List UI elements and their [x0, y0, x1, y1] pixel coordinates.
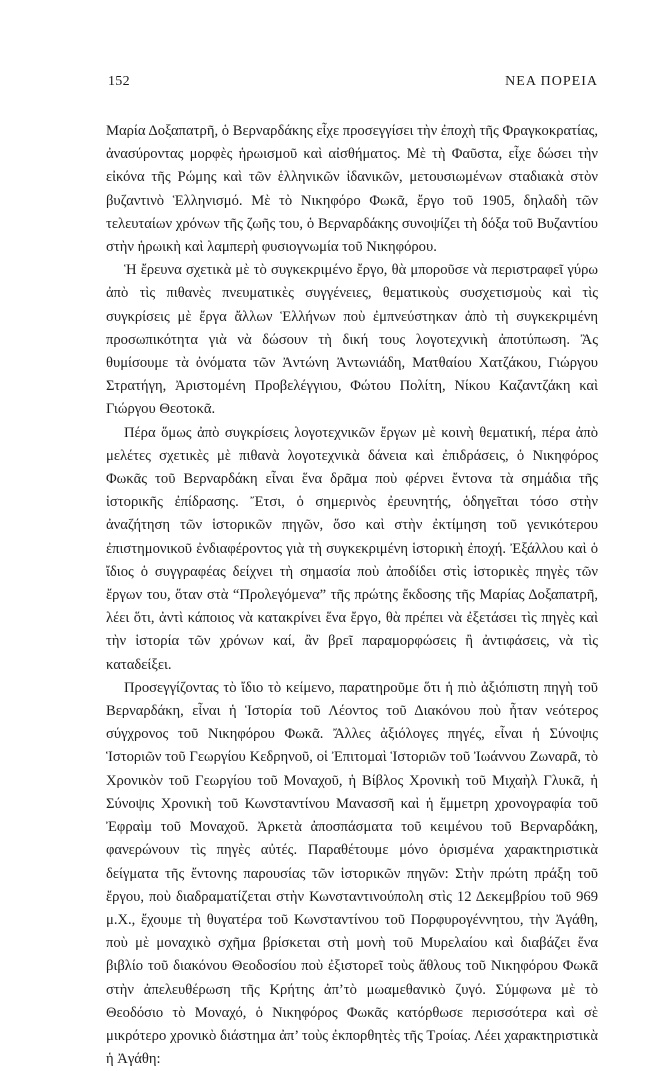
paragraph-1: Μαρία Δοξαπατρῆ, ὁ Βερναρδάκης εἶχε προσεγγίσει τὴν ἐποχὴ τῆς Φραγκοκρατίας, ἀνασύροντας μορφὲς ἡρωισμοῦ καὶ αἰσθήματος. Μὲ τὴ Φαῦστα, εἶχε δώσει τὴν εἰκόνα τῆς Ρώμης καὶ τῶν ἑλληνικῶν ἰδανικῶν, μετουσιωμένων σταδιακὰ στὸν βυζαντινὸ Ἑλληνισμό. Μὲ τὸ Νικηφόρο Φωκᾶ, ἔργο τοῦ 1905, δηλαδὴ τῶν τελευταίων χρόνων τῆς ζωῆς του, ὁ Βερναρδάκης συνοψίζει τὴ δόξα τοῦ Βυζαντίου στὴν ἡρωικὴ καὶ λαμπερὴ φυσιογνωμία τοῦ Νικηφόρου.: [106, 123, 598, 256]
paragraph-3: Πέρα ὅμως ἀπὸ συγκρίσεις λογοτεχνικῶν ἔργων μὲ κοινὴ θεματική, πέρα ἀπὸ μελέτες σχετικὲς μὲ πιθανὰ λογοτεχνικὰ δάνεια καὶ ἐπιδράσεις, ὁ Νικηφόρος Φωκᾶς τοῦ Βερναρδάκη εἶναι ἕνα δρᾶμα ποὺ φέρνει ἔντονα τὰ σημάδια τῆς ἱστορικῆς ἐπίδρασης. Ἔτσι, ὁ σημερινὸς ἐρευνητής, ὁδηγεῖται τόσο στὴν ἀναζήτηση τῶν ἱστορικῶν πηγῶν, ὅσο καὶ στὴν ἐκτίμηση τοῦ γενικότερου ἐπιστημονικοῦ ἐνδιαφέροντος γιὰ τὴ συγκεκριμένη ἱστορικὴ ἐποχή. Ἐξάλλου καὶ ὁ ἴδιος ὁ συγγραφέας δείχνει τὴ σημασία ποὺ ἀποδίδει στὶς ἱστορικὲς πηγὲς τῶν ἔργων του, ὅταν στὰ “Προλεγόμενα” τῆς πρώτης ἔκδοσης τῆς Μαρίας Δοξαπατρῆ, λέει ὅτι, ἀντὶ κάποιος νὰ κατακρίνει ἕνα ἔργο, θὰ πρέπει νὰ ἐξετάσει τὶς πηγὲς καὶ τὴν ἱστορία τῶν χρόνων καί, ἂν βρεῖ παραμορφώσεις ἢ ἀντιφάσεις, νὰ τὶς καταδείξει.: [106, 424, 598, 673]
paragraph-4: Προσεγγίζοντας τὸ ἴδιο τὸ κείμενο, παρατηροῦμε ὅτι ἡ πιὸ ἀξιόπιστη πηγὴ τοῦ Βερναρδάκη, εἶναι ἡ Ἱστορία τοῦ Λέοντος τοῦ Διακόνου ποὺ ἦταν νεότερος σύγχρονος τοῦ Νικηφόρου Φωκᾶ. Ἄλλες ἀξιόλογες πηγές, εἶναι ἡ Σύνοψις Ἱστοριῶν τοῦ Γεωργίου Κεδρηνοῦ, οἱ Ἐπιτομαὶ Ἱστοριῶν τοῦ Ἰωάννου Ζωναρᾶ, τὸ Χρονικὸν τοῦ Γεωργίου τοῦ Μοναχοῦ, ἡ Βίβλος Χρονικὴ τοῦ Μιχαὴλ Γλυκᾶ, ἡ Σύνοψις Χρονικὴ τοῦ Κωνσταντίνου Μανασσῆ καὶ ἡ ἔμμετρη χρονογραφία τοῦ Ἐφραὶμ τοῦ Μοναχοῦ. Ἀρκετὰ ἀποσπάσματα τοῦ κειμένου τοῦ Βερναρδάκη, φανερώνουν τὶς πηγὲς αὐτές. Παραθέτουμε μόνο ὁρισμένα χαρακτηριστικὰ δείγματα τῆς ἔντονης παρουσίας τῶν ἱστορικῶν πηγῶν: Στὴν πρώτη πράξη τοῦ ἔργου, ποὺ διαδραματίζεται στὴν Κωνσταντινούπολη στὶς 12 Δεκεμβρίου τοῦ 969 μ.Χ., ἔχουμε τὴ θυγατέρα τοῦ Κωνσταντίνου τοῦ Πορφυρογέννητου, τὴν Ἀγάθη, ποὺ μὲ μοναχικὸ σχῆμα βρίσκεται στὴ μονὴ τοῦ Μυρελαίου καὶ διαβάζει ἕνα βιβλίο τοῦ διακόνου Θεοδοσίου ποὺ ἐξιστορεῖ τοὺς ἄθλους τοῦ Νικηφόρου Φωκᾶ στὴν ἀπελευθέρωση τῆς Κρήτης ἀπ’τὸ μωαμεθανικὸ ζυγό. Σύμφωνα μὲ τὸ Θεοδόσιο τὸ Μοναχό, ὁ Νικηφόρος Φωκᾶς κατόρθωσε περισσότερα καὶ σὲ μικρότερο χρονικὸ διάστημα ἀπ’ τοὺς ἐκπορθητὲς τῆς Τροίας. Λέει χαρακτηριστικὰ ἡ Ἀγάθη:: [106, 679, 598, 1068]
body-text: [106, 120, 598, 1071]
running-head: [108, 74, 598, 94]
paragraph-2: Ἡ ἔρευνα σχετικὰ μὲ τὸ συγκεκριμένο ἔργο, θὰ μποροῦσε νὰ περιστραφεῖ γύρω ἀπὸ τὶς πιθανὲς πνευματικὲς συγγένειες, θεματικοὺς συσχετισμοὺς καὶ τὶς συγκρίσεις μὲ ἔργα ἄλλων Ἑλλήνων ποὺ ἐμπνεύστηκαν ἀπὸ τὴ συγκεκριμένη προσωπικότητα γιὰ νὰ δώσουν τὴ δική τους λογοτεχνικὴ ἀποτύπωση. Ἂς θυμίσουμε τὰ ὀνόματα τῶν Ἀντώνη Ἀντωνιάδη, Ματθαίου Χατζάκου, Γιώργου Στρατήγη, Ἀριστομένη Προβελέγγιου, Φώτου Πολίτη, Νίκου Καζαντζάκη καὶ Γιώργου Θεοτοκᾶ.: [106, 262, 598, 418]
journal-title: ΝΕΑ ΠΟΡΕΙΑ: [505, 74, 598, 89]
page-number: 152: [108, 74, 130, 89]
